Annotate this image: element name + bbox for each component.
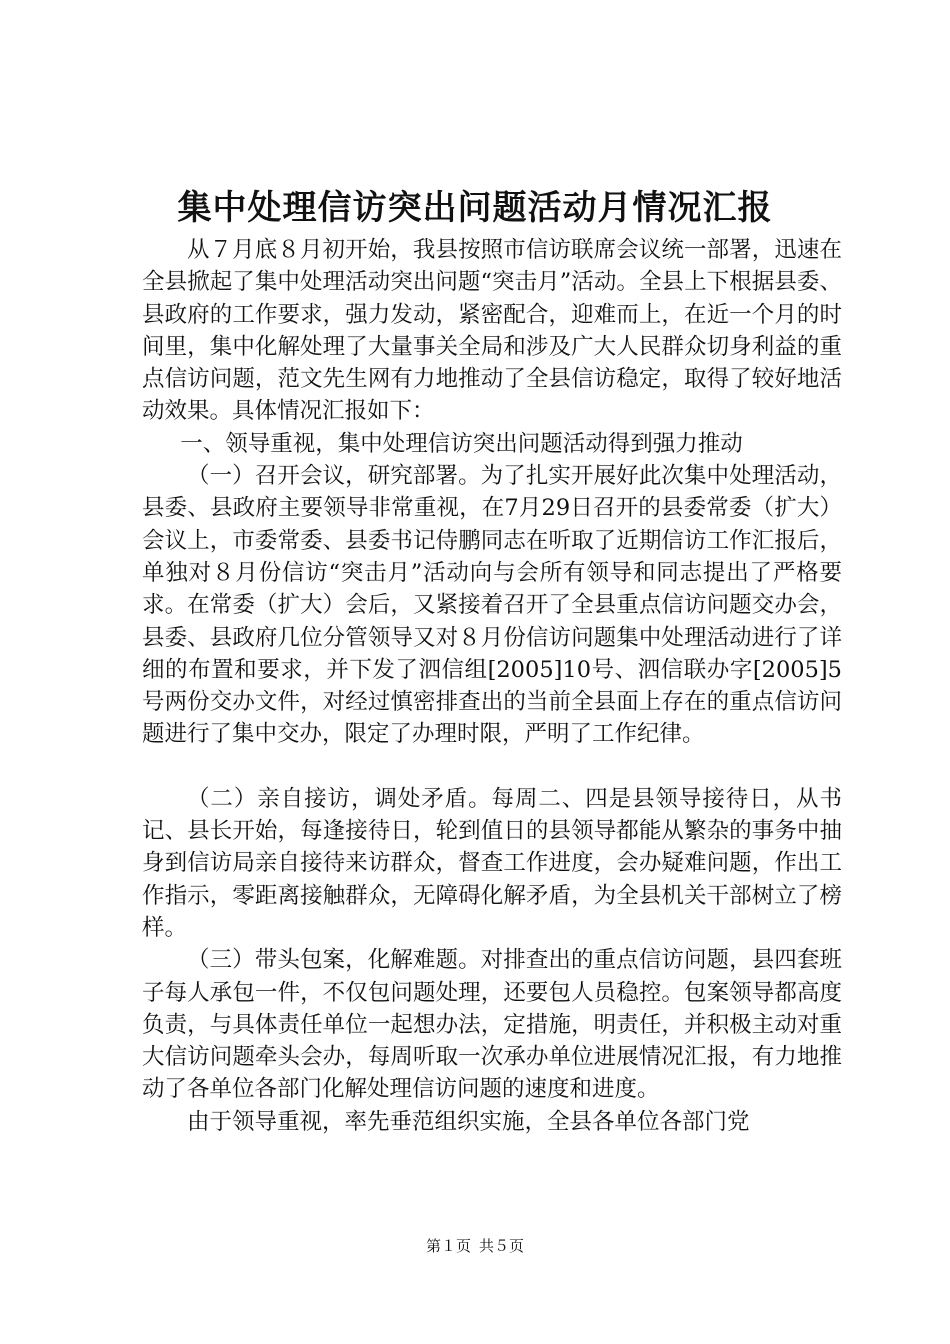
paragraph-continuation: 由于领导重视，率先垂范组织实施，全县各单位各部门党 [187,1108,750,1135]
document-body [142,234,842,1138]
page-number-current: 第１页 [425,1237,471,1255]
page-number-total: 共５页 [479,1237,525,1255]
document-title: 集中处理信访突出问题活动月情况汇报 [177,188,773,228]
page-footer [0,1236,950,1256]
paragraph-intro: 从７月底８月初开始，我县按照市信访联席会议统一部署，迅速在全县掀起了集中处理活动突出问题“突击月”活动。全县上下根据县委、县政府的工作要求，强力发动，紧密配合，迎难而上，在近一个月的时间里，集中化解处理了大量事关全局和涉及广大人民群众切身利益的重点信访问题，范文先生网有力地推动了全县信访稳定，取得了较好地活动效果。具体情况汇报如下： [142,237,842,425]
paragraph-cases: （三）带头包案，化解难题。对排查出的重点信访问题，县四套班子每人承包一件，不仅包问题处理，还要包人员稳控。包案领导都高度负责，与具体责任单位一起想办法，定措施，明责任，并积极主动对重大信访问题牵头会办，每周听取一次承办单位进展情况汇报，有力地推动了各单位各部门化解处理信访问题的速度和进度。 [142,947,842,1103]
section-heading-1: 一、领导重视，集中处理信访突出问题活动得到强力推动 [180,430,743,457]
paragraph-reception: （二）亲自接访，调处矛盾。每周二、四是县领导接待日，从书记、县长开始，每逢接待日，轮到值日的县领导都能从繁杂的事务中抽身到信访局亲自接待来访群众，督查工作进度，会办疑难问题，作出工作指示，零距离接触群众，无障碍化解矛盾，为全县机关干部树立了榜样。 [142,785,842,941]
paragraph-meetings: （一）召开会议，研究部署。为了扎实开展好此次集中处理活动，县委、县政府主要领导非常重视，在7月29日召开的县委常委（扩大）会议上，市委常委、县委书记侍鹏同志在听取了近期信访工作汇报后，单独对８月份信访“突击月”活动向与会所有领导和同志提出了严格要求。在常委（扩大）会后，又紧接着召开了全县重点信访问题交办会，县委、县政府几位分管领导又对８月份信访问题集中处理活动进行了详细的布置和要求，并下发了泗信组[2005]10号、泗信联办字[2005]5号两份交办文件，对经过慎密排查出的当前全县面上存在的重点信访问题进行了集中交办，限定了办理时限，严明了工作纪律。 [142,463,842,748]
